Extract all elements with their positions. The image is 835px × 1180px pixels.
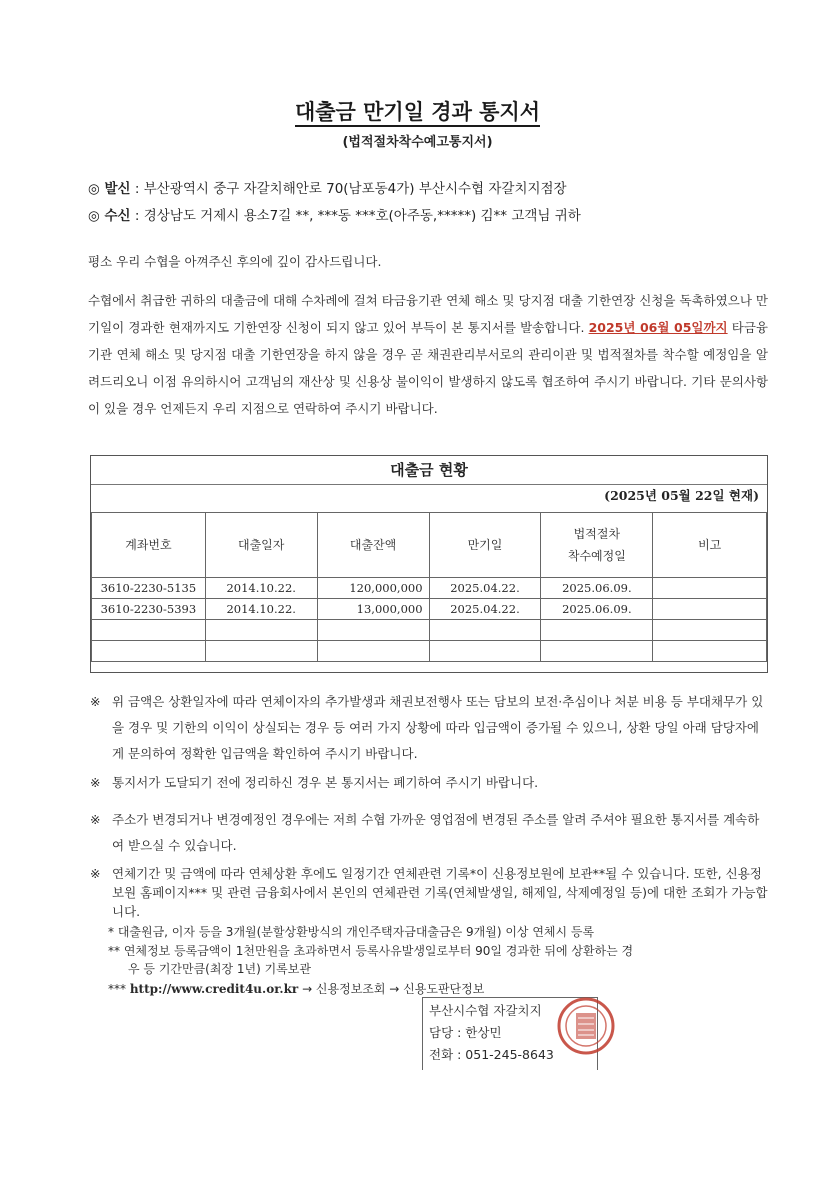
sender-line bbox=[88, 177, 567, 197]
note-3-text: 주소가 변경되거나 변경예정인 경우에는 저희 수협 가까운 영업점에 변경된 주소를 알려 주셔야 필요한 통지서를 계속하여 받으실 수 있습니다. bbox=[112, 812, 760, 853]
note-1 bbox=[90, 689, 768, 767]
loan-table bbox=[91, 512, 767, 662]
note-4-text: 연체기간 및 금액에 따라 연체상환 후에도 일정기간 연체관련 기록*이 신용정보원에 보관**될 수 있습니다. 또한, 신용정보원 홈페이지*** 및 관련 금융회사에서 본인의 연체관련 기록(연체발생일, 해제일, 삭제예정일 등)에 대한 조회가 가능합니다. bbox=[112, 866, 768, 919]
cell-loan-date: 2014.10.22. bbox=[205, 599, 317, 620]
cell-legal: 2025.06.09. bbox=[541, 578, 653, 599]
table-row-empty bbox=[92, 620, 767, 641]
contact-manager: 담당 : 한상민 bbox=[429, 1025, 502, 1040]
body-before: 수협에서 취급한 귀하의 대출금에 대해 수차례에 걸쳐 타금융기관 연체 해소 및 당지점 대출 기한연장 신청을 독촉하였으나 만기일이 경과한 현재까지도 기한연장 신청이 되지 않고 있어 부득이 본 통지서를 발송합니다. bbox=[88, 293, 768, 335]
cell-legal: 2025.06.09. bbox=[541, 599, 653, 620]
body-after: 타금융기관 연체 해소 및 당지점 대출 기한연장을 하지 않을 경우 곧 채권관리부서로의 관리이관 및 법적절차를 착수할 예정임을 알려드리오니 이점 유의하시어 고객님의 재산상 및 신용상 불이익이 발생하지 않도록 협조하여 주시기 바랍니다. 기타 문의사항이 있을 경우 언제든지 우리 지점으로 연락하여 주시기 바랍니다. bbox=[88, 320, 769, 416]
cell-balance: 120,000,000 bbox=[317, 578, 429, 599]
notice-body bbox=[88, 287, 768, 422]
col-maturity: 만기일 bbox=[429, 513, 541, 578]
cell-remarks bbox=[653, 599, 767, 620]
credit-url: http://www.credit4u.or.kr bbox=[129, 982, 299, 996]
table-row bbox=[92, 578, 767, 599]
col-legal-line1: 법적절차 bbox=[573, 527, 621, 541]
table-row bbox=[92, 599, 767, 620]
col-legal bbox=[541, 513, 653, 578]
contact-branch: 부산시수협 자갈치지 bbox=[429, 1003, 542, 1018]
cell-maturity: 2025.04.22. bbox=[429, 599, 541, 620]
col-legal-line2: 착수예정일 bbox=[567, 549, 626, 563]
sender-label: ◎ 발신 bbox=[88, 181, 131, 197]
note-mark: ※ bbox=[90, 812, 101, 827]
note-2 bbox=[90, 770, 768, 796]
footnote-2b: 우 등 기간만큼(최장 1년) 기록보관 bbox=[128, 962, 311, 976]
note-2-text: 통지서가 도달되기 전에 정리하신 경우 본 통지서는 폐기하여 주시기 바랍니다. bbox=[112, 775, 539, 790]
recipient-text: : 경상남도 거제시 용소7길 **, ***동 ***호(아주동,*****) 김** 고객님 귀하 bbox=[134, 208, 581, 224]
footnote-1: * 대출원금, 이자 등을 3개월(분할상환방식의 개인주택자금대출금은 9개월) 이상 연체시 등록 bbox=[108, 925, 595, 939]
footnote-3-prefix: *** bbox=[108, 982, 126, 996]
cell-balance: 13,000,000 bbox=[317, 599, 429, 620]
due-date: 2025년 06월 05일까지 bbox=[588, 320, 728, 335]
recipient-label: ◎ 수신 bbox=[88, 208, 131, 224]
cell-account: 3610-2230-5135 bbox=[92, 578, 206, 599]
footnote-3 bbox=[108, 980, 484, 998]
sender-text: : 부산광역시 중구 자갈치해안로 70(남포동4가) 부산시수협 자갈치지점장 bbox=[134, 181, 567, 197]
cell-loan-date: 2014.10.22. bbox=[205, 578, 317, 599]
footnote-3-suffix: → 신용정보조회 → 신용도판단정보 bbox=[302, 982, 485, 996]
document-title: 대출금 만기일 경과 통지서 bbox=[0, 96, 835, 126]
contact-phone: 전화 : 051-245-8643 bbox=[429, 1047, 554, 1062]
col-account: 계좌번호 bbox=[92, 513, 206, 578]
footnote-2a: ** 연체정보 등록금액이 1천만원을 초과하면서 등록사유발생일로부터 90일 경과한 뒤에 상환하는 경 bbox=[108, 944, 634, 958]
col-loan-date: 대출일자 bbox=[205, 513, 317, 578]
cell-remarks bbox=[653, 578, 767, 599]
note-mark: ※ bbox=[90, 866, 101, 881]
loan-table-header bbox=[92, 513, 767, 578]
document-subtitle: (법적절차착수예고통지서) bbox=[342, 135, 493, 150]
note-4 bbox=[90, 864, 768, 921]
loan-box-title: 대출금 현황 bbox=[91, 456, 767, 485]
recipient-line bbox=[88, 204, 581, 224]
note-mark: ※ bbox=[90, 694, 101, 709]
col-balance: 대출잔액 bbox=[317, 513, 429, 578]
note-mark: ※ bbox=[90, 775, 101, 790]
branch-seal-icon bbox=[556, 996, 616, 1056]
greeting: 평소 우리 수협을 아껴주신 후의에 깊이 감사드립니다. bbox=[88, 254, 382, 269]
note-1-text: 위 금액은 상환일자에 따라 연체이자의 추가발생과 채권보전행사 또는 담보의 보전·추심이나 처분 비용 등 부대채무가 있을 경우 및 기한의 이익이 상실되는 경우 등 여러 가지 상황에 따라 입금액이 증가될 수 있으니, 상환 당일 아래 담당자에게 문의하여 정확한 입금액을 확인하여 주시기 바랍니다. bbox=[112, 694, 764, 761]
col-remarks: 비고 bbox=[653, 513, 767, 578]
table-row-empty bbox=[92, 641, 767, 662]
cell-maturity: 2025.04.22. bbox=[429, 578, 541, 599]
loan-status-box bbox=[90, 455, 768, 673]
loan-box-date: (2025년 05월 22일 현재) bbox=[604, 488, 759, 503]
cell-account: 3610-2230-5393 bbox=[92, 599, 206, 620]
note-3 bbox=[90, 807, 768, 859]
